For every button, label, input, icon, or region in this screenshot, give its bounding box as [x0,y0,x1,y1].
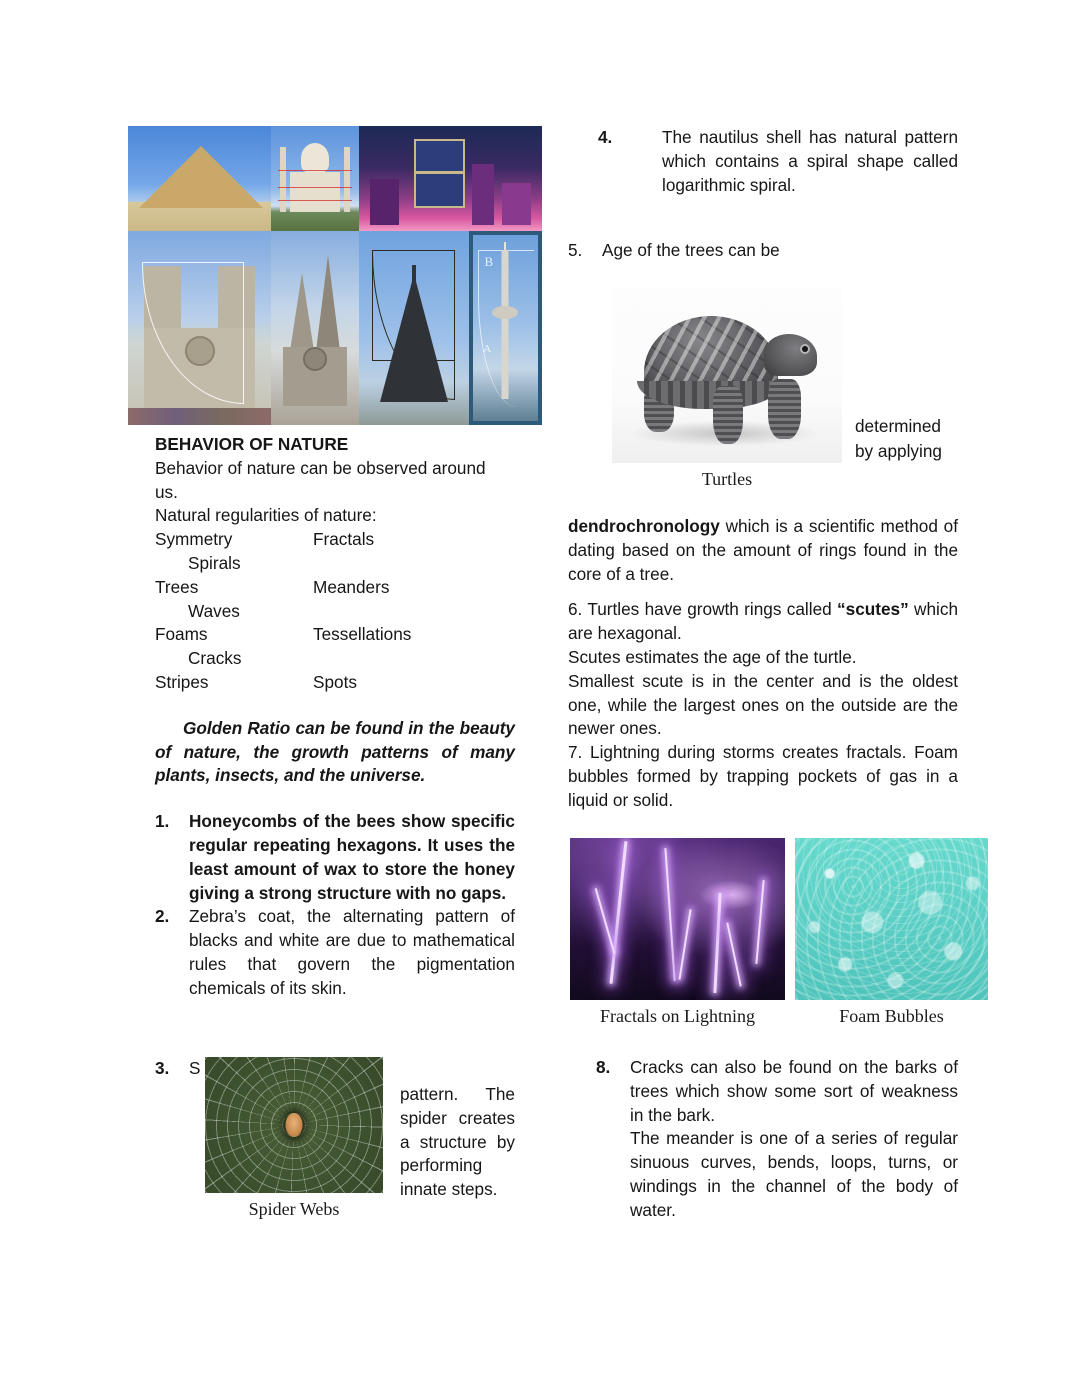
regularity-term: Spirals [188,552,241,573]
eiffel-tower-image [359,231,469,425]
turtle-figure [612,288,842,490]
list-item-5-side-line-1: determined [855,416,941,436]
scutes-term: “scutes” [837,599,909,620]
un-secretariat-slab [414,139,466,208]
turtle-head [764,334,817,376]
chartres-spire-right [316,255,340,351]
turtle-eye [802,346,808,352]
regularity-row [155,671,515,695]
turtle-front-leg [768,379,800,439]
list-item-6-lead: 6. Turtles have growth rings called [568,599,838,620]
lightning-bolt [727,923,742,987]
regularity-term: Tessellations [313,624,412,645]
turtle-caption: Turtles [701,469,753,489]
cn-tower-image [469,231,542,425]
lightning-figure [570,838,785,1027]
regularity-term: Spots [313,671,357,692]
taj-minaret-right [344,147,350,212]
chartres-cathedral-image [271,231,359,425]
cn-label-b: B [484,253,494,269]
regularity-term: Trees [155,576,199,597]
list-item-6 [568,598,958,646]
notre-dame-image [128,231,271,425]
list-item-3-number: 3. [155,1058,170,1078]
list-item-4-number: 4. [598,127,613,147]
list-item-5 [568,239,958,263]
list-item-6-rest: which are hexagonal. [568,599,958,644]
regularity-row [155,600,515,624]
taj-ratio-line-1 [278,170,352,171]
list-item-7: 7. Lightning during storms creates fractals. Foam bubbles formed by trapping pockets of gas in a liquid or solid. [568,742,958,810]
cn-shaft [502,250,509,399]
regularity-term: Waves [188,600,240,621]
right-column [568,126,958,263]
lightning-bolt [610,841,628,983]
list-item-5-side-text [855,414,961,464]
list-item-8-continuation [596,1127,958,1222]
foam-caption: Foam Bubbles [839,1006,944,1026]
golden-ratio-architecture-collage [128,126,542,425]
list-item-1-number: 1. [155,811,170,832]
regularity-row [155,576,515,600]
chartres-spire-left [290,273,314,351]
list-item-8-text-2: The meander is one of a series of regular sinuous curves, bends, loops, turns, or windings in the channel of the body of water. [630,1128,958,1220]
list-item-2 [155,905,515,1000]
taj-body [290,172,339,212]
regularity-term: Foams [155,624,208,645]
regularity-row [155,552,515,576]
right-column-continued [568,515,958,813]
skyline-block-1 [370,179,399,225]
taj-minaret-left [280,147,286,212]
dendrochronology-paragraph [568,515,958,586]
lightning-caption: Fractals on Lightning [600,1006,755,1026]
taj-ratio-line-3 [278,200,352,201]
turtle-middle-leg [713,386,743,444]
list-item-8-number: 8. [596,1057,611,1077]
cn-label-a: A [483,342,492,355]
taj-dome [301,143,329,173]
foam-bubbles-photo [795,838,988,1000]
list-item-3-text: pattern. The spider creates a structure by performing innate steps. [400,1084,515,1200]
taj-ratio-line-2 [278,187,352,188]
taj-mahal-image [271,126,359,231]
list-item-4 [568,126,958,197]
intro-line-2: us. [155,481,178,502]
spider-web-caption: Spider Webs [248,1199,340,1219]
notre-dame-crowd [128,408,271,425]
regularity-term: Stripes [155,671,209,692]
dendrochronology-term: dendrochronology [568,516,720,536]
list-item-5-number: 5. [568,240,583,261]
list-item-2-number: 2. [155,906,170,927]
fractals-on-lightning-photo [570,838,785,1000]
skyline-block-3 [502,183,531,225]
left-column [155,433,515,1001]
list-item-5-side-line-2: by applying [855,441,942,461]
scutes-line-1: Scutes estimates the age of the turtle. [568,646,857,667]
golden-ratio-note: Golden Ratio can be found in the beauty of nature, the growth patterns of many plants, insects, and the universe. [155,717,515,786]
spider-web-photo [205,1057,383,1193]
turtle-illustration [612,288,842,463]
intro-line-3: Natural regularities of nature: [155,505,377,526]
dendrochronology-definition: which is a scientific method of dating based on the amount of rings found in the core of a tree. [568,516,958,584]
lightning-bolt [595,888,616,954]
regularity-row [155,623,515,647]
cn-observation-pod [492,306,518,319]
list-item-5-text: Age of the trees can be [602,240,780,261]
section-heading-behavior-of-nature: BEHAVIOR OF NATURE [155,434,349,454]
list-item-3-lead: S [189,1058,201,1078]
list-item-2-text: Zebra’s coat, the alternating pattern of blacks and white are due to mathematical rules that govern the pigmentation chemicals of its skin. [189,906,515,998]
chartres-rose-window [303,347,327,371]
lightning-foam-figure-pair [570,838,988,1027]
list-item-8-block [596,1056,958,1223]
lightning-bolt [664,848,675,981]
list-item-8-text-1: Cracks can also be found on the barks of trees which show some sort of weakness in the bark. [630,1057,958,1125]
regularity-row [155,647,515,671]
spider-web-figure [205,1057,383,1220]
list-item-4-text: The nautilus shell has natural pattern which contains a spiral shape called logarithmic spiral. [662,127,958,195]
regularity-term: Meanders [313,576,390,597]
regularity-term: Cracks [188,648,242,669]
list-item-1-text: Honeycombs of the bees show specific regular repeating hexagons. It uses the least amount of wax to store the honey giving a strong structure with no gaps. [189,811,515,903]
regularity-term: Fractals [313,529,375,550]
un-headquarters-image [359,126,542,231]
eiffel-cn-pair [359,231,542,425]
regularity-row [155,528,515,552]
foam-figure [795,838,988,1027]
natural-regularities-list [155,528,515,695]
lightning-bolt [678,910,691,981]
lightning-glow [699,880,763,910]
skyline-block-2 [472,164,494,225]
pyramid-of-giza-image [128,126,271,231]
list-item-8 [596,1056,958,1127]
scutes-line-2: Smallest scute is in the center and is the oldest one, while the largest ones on the outside are the newer ones. [568,670,958,739]
list-item-1 [155,810,515,905]
regularity-term: Symmetry [155,529,233,550]
intro-line-1: Behavior of nature can be observed around [155,457,486,478]
